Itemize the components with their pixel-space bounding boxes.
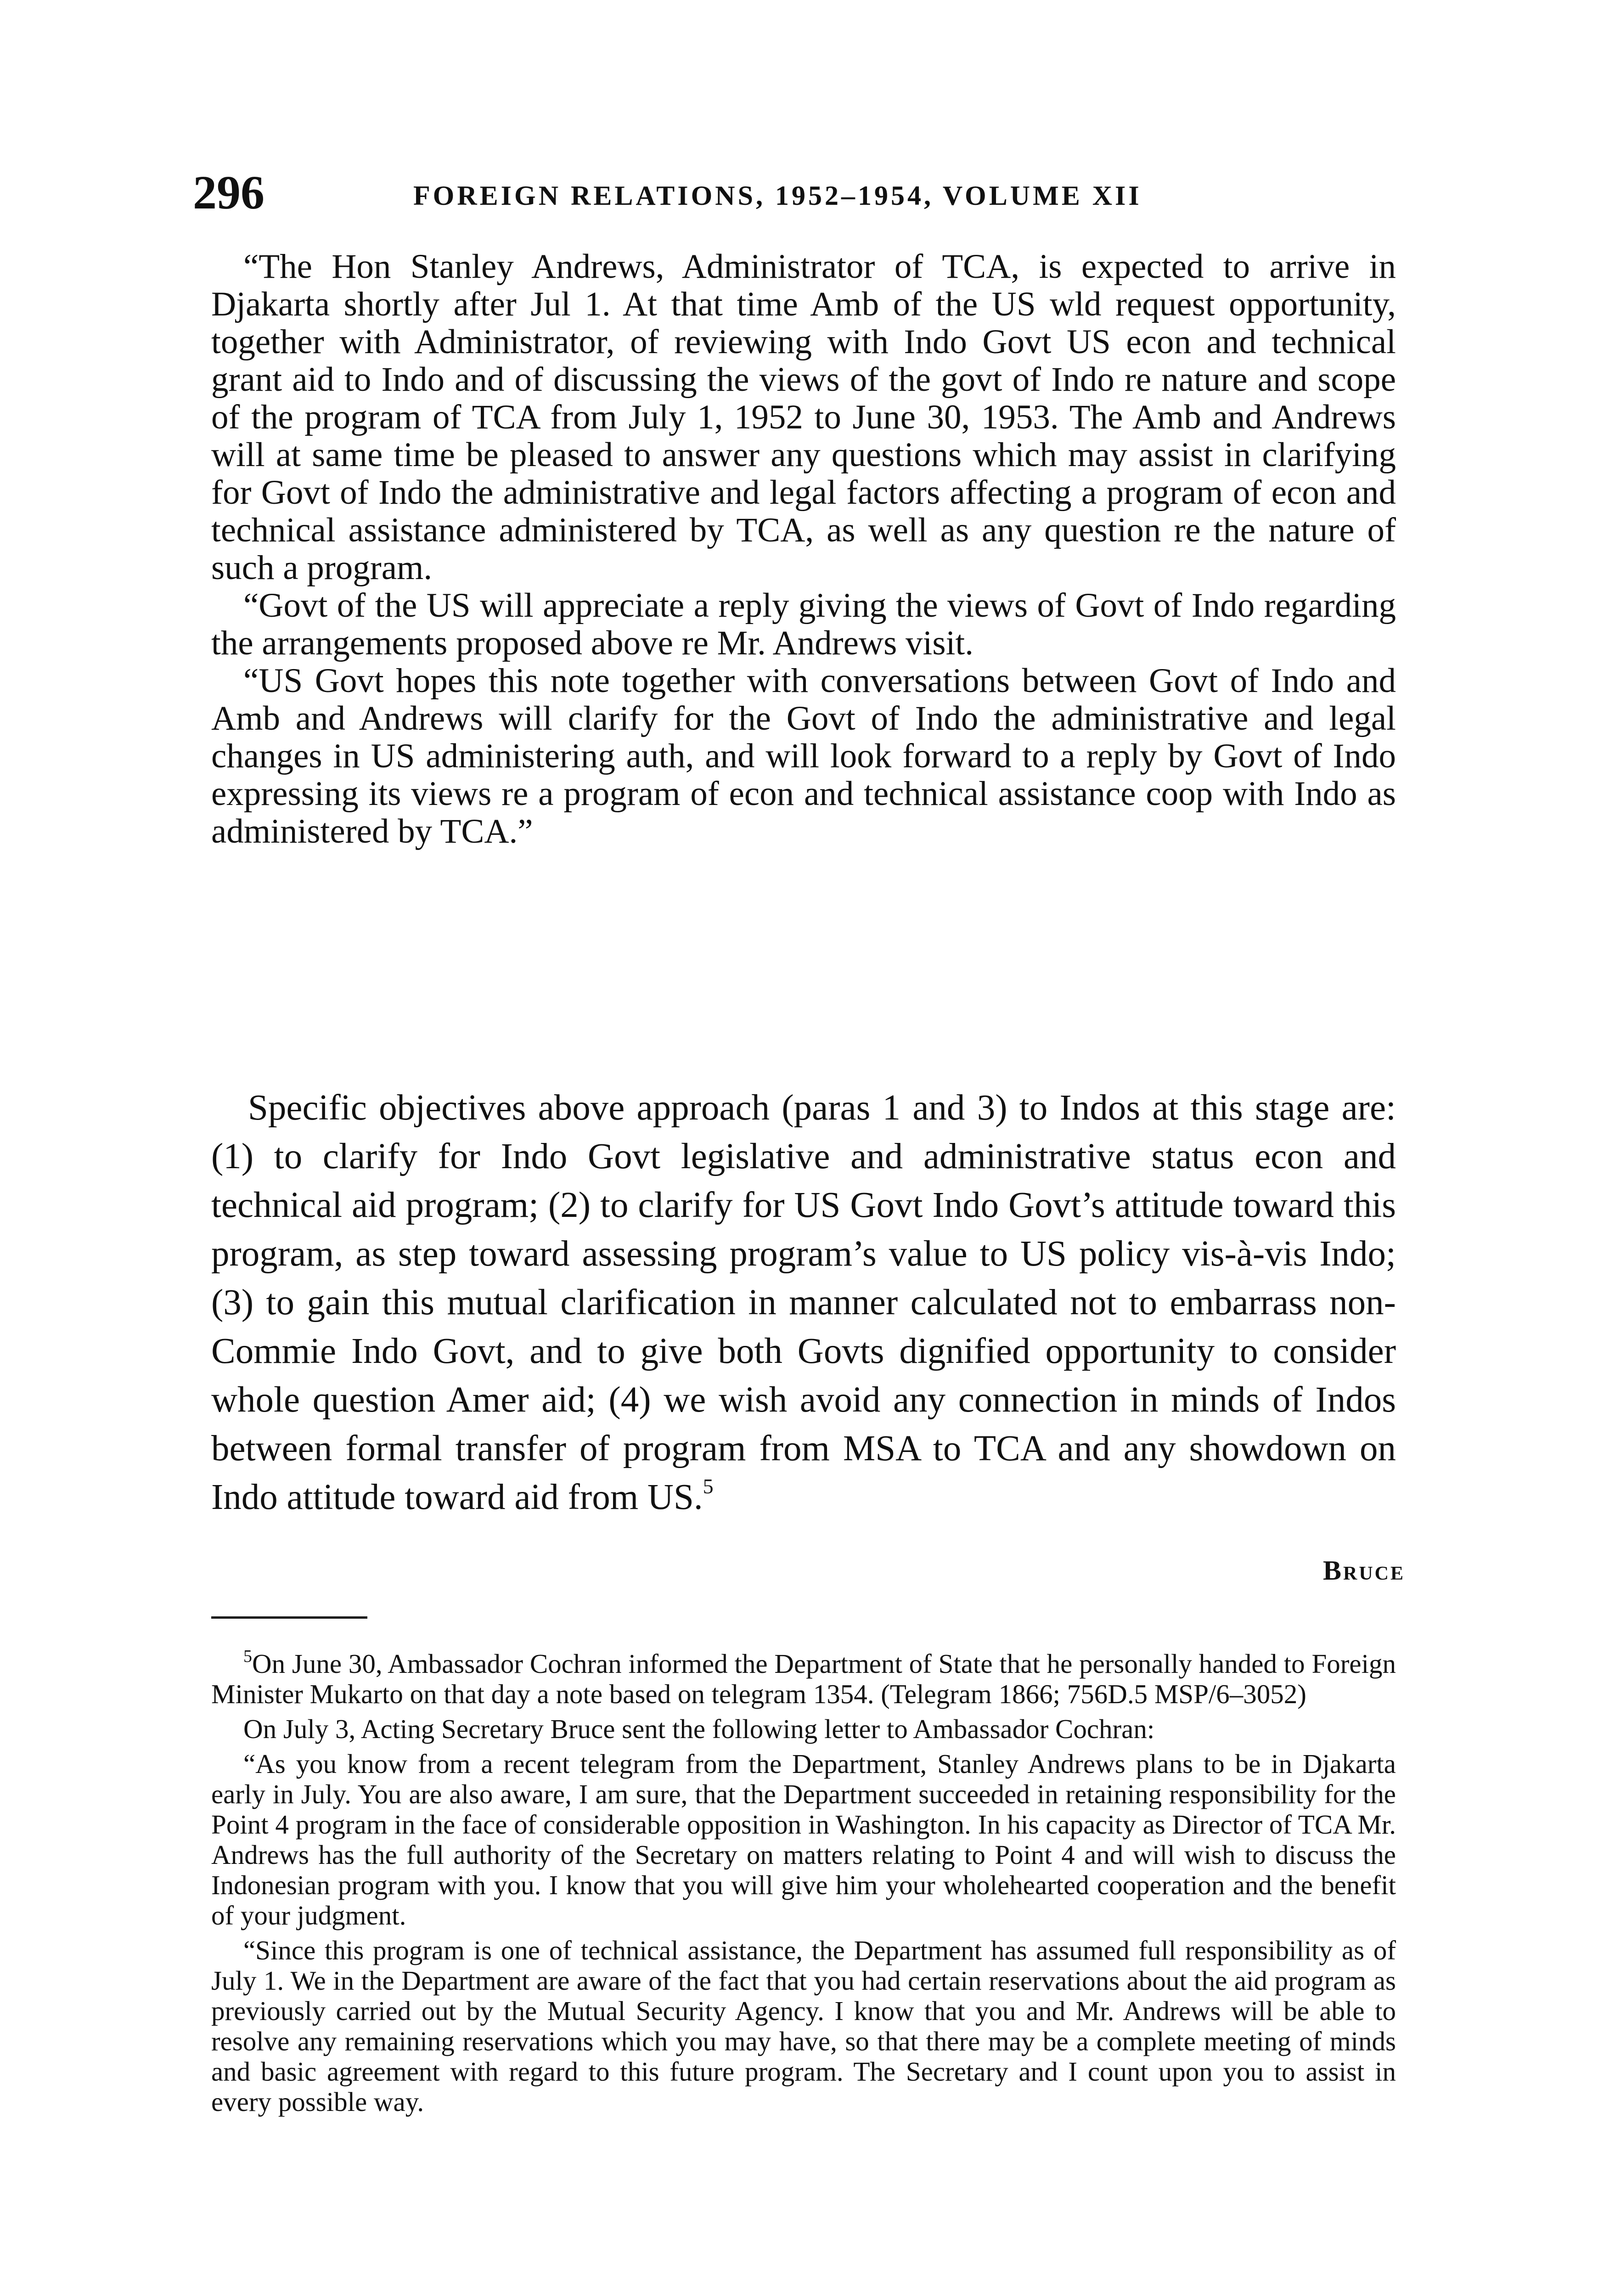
main-paragraph [211, 1084, 1396, 1522]
footnote-paragraph: “As you know from a recent telegram from the Department, Stanley Andrews plans to be in Djakarta early in July. You are also aware, I am sure, that the Department succeeded in retaining responsibility for the Point 4 program in the face of considerable opposition in Washington. In his capacity as Director of TCA Mr. Andrews has the full authority of the Secretary on matters relating to Point 4 and will wish to discuss the Indonesian program with you. I know that you will give him your wholehearted cooperation and the benefit of your judgment. [211, 1749, 1396, 1930]
page-number: 296 [193, 166, 264, 219]
signature: Bruce [1322, 1555, 1405, 1586]
main-paragraph-text: Specific objectives above approach (paras 1 and 3) to Indos at this stage are: (1) to clarify for Indo Govt legislative and administrative status econ and technical aid program; (2) to clarify for US Govt Indo Govt’s attitude toward this program, as step toward assessing program’s value to US policy vis-à-vis Indo; (3) to gain this mutual clarification in manner calculated not to embarrass non-Commie Indo Govt, and to give both Govts dignified opportunity to consider whole question Amer aid; (4) we wish avoid any connection in minds of Indos between formal transfer of program from MSA to TCA and any showdown on Indo attitude toward aid from US. [211, 1088, 1396, 1517]
footnote-paragraph: “Since this program is one of technical assistance, the Department has assumed full responsibility as of July 1. We in the Department are aware of the fact that you had certain reservations about the aid program as previously carried out by the Mutual Security Agency. I know that you and Mr. Andrews will be able to resolve any remaining reservations which you may have, so that there may be a complete meeting of minds and basic agreement with regard to this future program. The Secretary and I count upon you to assist in every possible way. [211, 1935, 1396, 2117]
quoted-paragraph: “US Govt hopes this note together with conversations between Govt of Indo and Amb and Andrews will clarify for the Govt of Indo the administrative and legal changes in US administering auth, and will look forward to a reply by Govt of Indo expressing its views re a program of econ and technical assistance coop with Indo as administered by TCA.” [211, 662, 1396, 850]
quoted-paragraph: “Govt of the US will appreciate a reply giving the views of Govt of Indo regarding the arrangements proposed above re Mr. Andrews visit. [211, 586, 1396, 662]
main-text [211, 1084, 1396, 1522]
quoted-paragraph: “The Hon Stanley Andrews, Administrator of TCA, is expected to arrive in Djakarta shortly after Jul 1. At that time Amb of the US wld request opportunity, together with Administrator, of reviewing with Indo Govt US econ and technical grant aid to Indo and of discussing the views of the govt of Indo re nature and scope of the program of TCA from July 1, 1952 to June 30, 1953. The Amb and Andrews will at same time be pleased to answer any questions which may assist in clarifying for Govt of Indo the administrative and legal factors affecting a program of econ and technical assistance administered by TCA, as well as any question re the nature of such a program. [211, 248, 1396, 587]
quoted-note [211, 248, 1396, 850]
running-head: FOREIGN RELATIONS, 1952–1954, VOLUME XII [413, 180, 1142, 211]
footnote-paragraph: On July 3, Acting Secretary Bruce sent the following letter to Ambassador Cochran: [243, 1714, 1155, 1744]
footnote-text: On June 30, Ambassador Cochran informed the Department of State that he personally handed to Foreign Minister Mukarto on that day a note based on telegram 1354. (Telegram 1866; 756D.5 MSP/6–3052) [211, 1649, 1396, 1709]
footnote-paragraph [211, 1649, 1396, 1709]
footnote-marker: 5 [243, 1647, 252, 1666]
footnotes [211, 1649, 1396, 2122]
footnote-divider [211, 1616, 367, 1619]
page-header [193, 165, 1414, 230]
footnote-reference[interactable]: 5 [703, 1474, 714, 1498]
